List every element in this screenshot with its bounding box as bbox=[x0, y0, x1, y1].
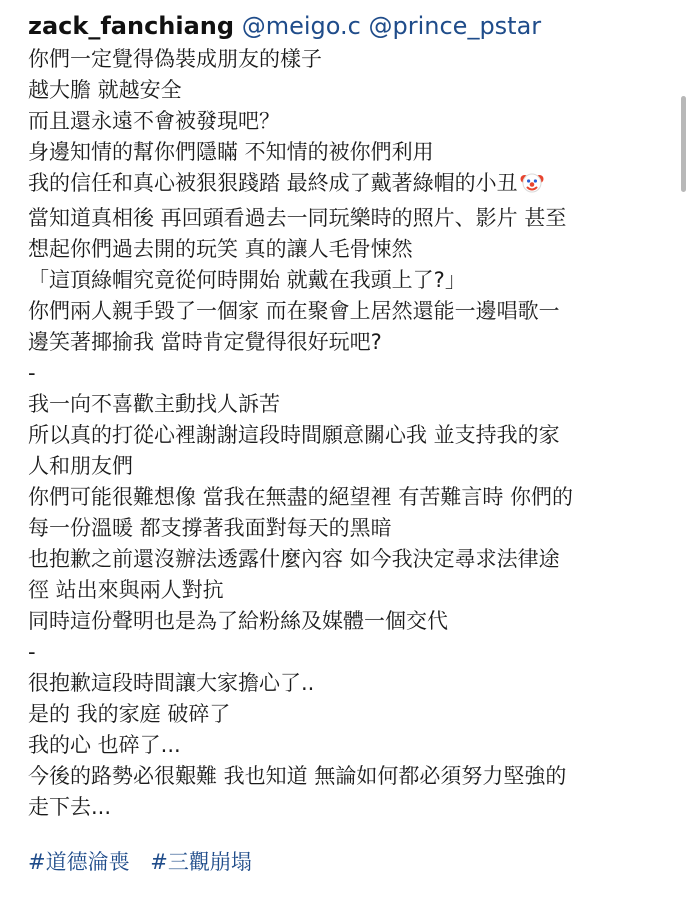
caption-separator: - bbox=[28, 640, 36, 664]
caption-line: 同時這份聲明也是為了給粉絲及媒體一個交代 bbox=[28, 609, 448, 633]
caption-line: 徑 站出來與兩人對抗 bbox=[28, 578, 224, 602]
caption-line: 也抱歉之前還沒辦法透露什麼內容 如今我決定尋求法律途 bbox=[28, 547, 560, 571]
caption-line: 走下去... bbox=[28, 795, 112, 819]
hashtag-link[interactable]: #道德淪喪 bbox=[28, 850, 130, 874]
caption-line-text: 我的信任和真心被狠狠踐踏 最終成了戴著綠帽的小丑 bbox=[28, 171, 518, 195]
caption-header bbox=[28, 8, 668, 44]
caption-line: 而且還永遠不會被發現吧？ bbox=[28, 109, 280, 133]
caption-line: 想起你們過去開的玩笑 真的讓人毛骨悚然 bbox=[28, 237, 413, 261]
caption-line: 是的 我的家庭 破碎了 bbox=[28, 702, 231, 726]
caption-line: 你們一定覺得偽裝成朋友的樣子 bbox=[28, 47, 322, 71]
caption-line: 你們可能很難想像 當我在無盡的絕望裡 有苦難言時 你們的 bbox=[28, 485, 574, 509]
caption-line: 今後的路勢必很艱難 我也知道 無論如何都必須努力堅強的 bbox=[28, 764, 567, 788]
caption-line: 我的心 也碎了... bbox=[28, 733, 181, 757]
caption-line-with-emoji bbox=[28, 168, 668, 203]
caption-line: 所以真的打從心裡謝謝這段時間願意關心我 並支持我的家 bbox=[28, 423, 560, 447]
caption-line: 身邊知情的幫你們隱瞞 不知情的被你們利用 bbox=[28, 140, 434, 164]
mention-meigo[interactable]: @meigo.c bbox=[241, 12, 361, 40]
mention-prince-pstar[interactable]: @prince_pstar bbox=[368, 12, 542, 40]
hashtag-link[interactable]: #三觀崩塌 bbox=[150, 850, 252, 874]
caption-body bbox=[28, 44, 668, 823]
post-caption bbox=[28, 8, 668, 878]
caption-line: 越大膽 就越安全 bbox=[28, 78, 182, 102]
caption-line: 你們兩人親手毀了一個家 而在聚會上居然還能一邊唱歌一 bbox=[28, 299, 560, 323]
clown-face-icon bbox=[520, 170, 544, 203]
username-link[interactable]: zack_fanchiang bbox=[28, 12, 235, 40]
caption-separator: - bbox=[28, 361, 36, 385]
caption-gap bbox=[28, 823, 668, 847]
caption-line: 「這頂綠帽究竟從何時開始 就戴在我頭上了?」 bbox=[28, 268, 466, 292]
scrollbar-thumb[interactable] bbox=[681, 96, 686, 192]
caption-line: 人和朋友們 bbox=[28, 454, 133, 478]
caption-line: 我一向不喜歡主動找人訴苦 bbox=[28, 392, 280, 416]
caption-line: 每一份溫暖 都支撐著我面對每天的黑暗 bbox=[28, 516, 392, 540]
caption-line: 當知道真相後 再回頭看過去一同玩樂時的照片、影片 甚至 bbox=[28, 206, 567, 230]
caption-line: 邊笑著揶揄我 當時肯定覺得很好玩吧? bbox=[28, 330, 382, 354]
caption-line: 很抱歉這段時間讓大家擔心了.. bbox=[28, 671, 315, 695]
hashtag-row bbox=[28, 847, 668, 878]
